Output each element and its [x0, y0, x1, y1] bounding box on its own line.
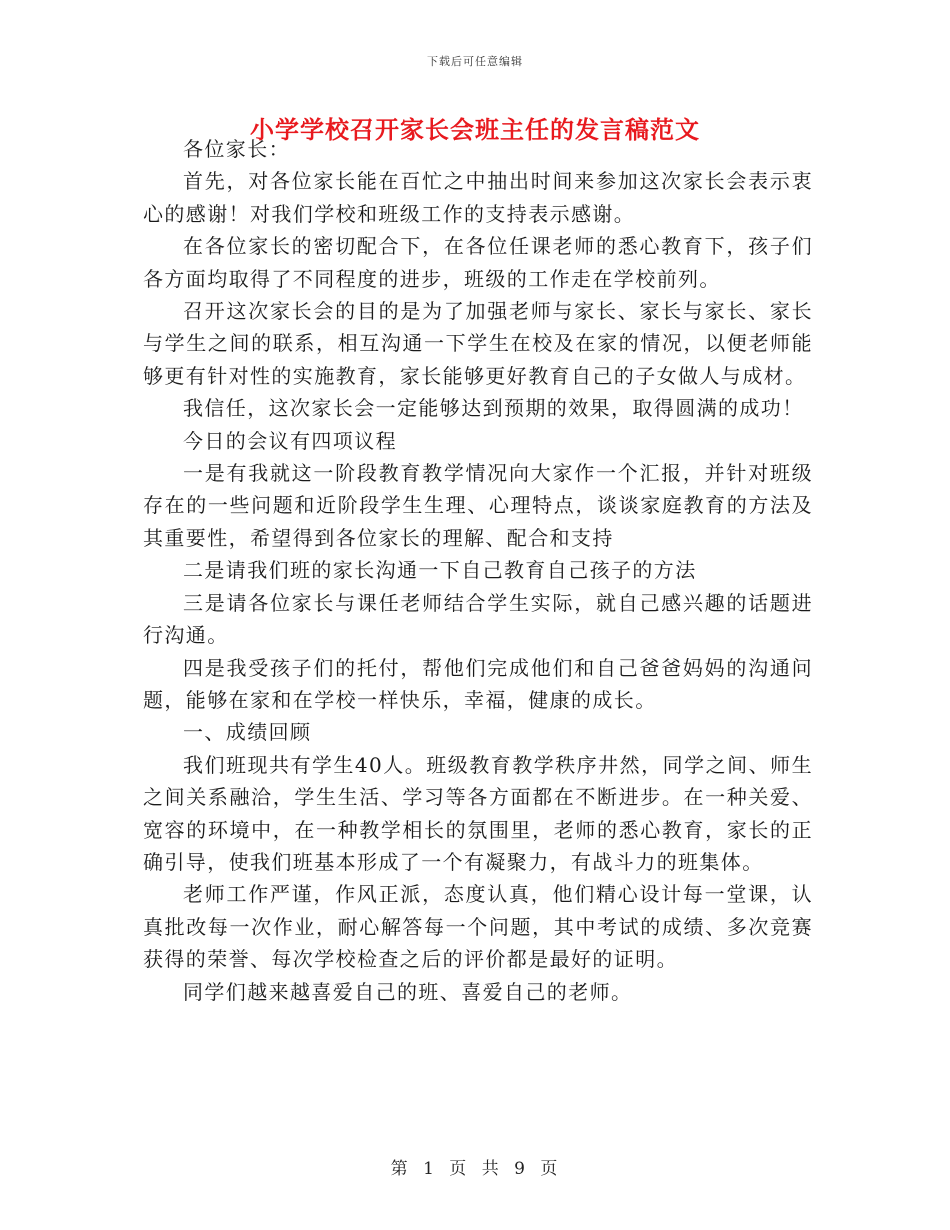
agenda-item: 一是有我就这一阶段教育教学情况向大家作一个汇报，并针对班级存在的一些问题和近阶段学生生理、心理特点，谈谈家庭教育的方法及其重要性，希望得到各位家长的理解、配合和支持 [143, 461, 813, 550]
agenda-item: 四是我受孩子们的托付，帮他们完成他们和自己爸爸妈妈的沟通问题，能够在家和在学校一样快乐，幸福，健康的成长。 [143, 655, 813, 712]
paragraph: 老师工作严谨，作风正派，态度认真，他们精心设计每一堂课，认真批改每一次作业，耐心解答每一个问题，其中考试的成绩、多次竞赛获得的荣誉、每次学校检查之后的评价都是最好的证明。 [143, 882, 813, 972]
paragraph: 我信任，这次家长会一定能够达到预期的效果，取得圆满的成功！ [183, 396, 804, 421]
paragraph: 我们班现共有学生40人。班级教育教学秩序井然，同学之间、师生之间关系融洽，学生生活、学习等各方面都在不断进步。在一种关爱、宽容的环境中，在一种教学相长的氛围里，老师的悉心教育，家长的正确引导，使我们班基本形成了一个有凝聚力，有战斗力的班集体。 [143, 752, 813, 874]
agenda-item: 二是请我们班的家长沟通一下自己教育自己孩子的方法 [183, 558, 697, 583]
section-heading: 一、成绩回顾 [183, 720, 312, 745]
paragraph: 召开这次家长会的目的是为了加强老师与家长、家长与家长、家长与学生之间的联系，相互沟通一下学生在校及在家的情况，以便老师能够更有针对性的实施教育，家长能够更好教育自己的子女做人与成材。 [143, 299, 813, 388]
page-number: 第 1 页 共 9 页 [390, 1159, 560, 1179]
header-note: 下载后可任意编辑 [427, 55, 523, 68]
paragraph-greeting: 各位家长： [183, 137, 290, 161]
paragraph: 首先，对各位家长能在百忙之中抽出时间来参加这次家长会表示衷心的感谢！对我们学校和班级工作的支持表示感谢。 [143, 169, 813, 226]
agenda-item: 三是请各位家长与课任老师结合学生实际，就自己感兴趣的话题进行沟通。 [143, 590, 813, 648]
document-title: 小学学校召开家长会班主任的发言稿范文 [250, 115, 700, 144]
paragraph: 在各位家长的密切配合下，在各位任课老师的悉心教育下，孩子们各方面均取得了不同程度的进步，班级的工作走在学校前列。 [143, 234, 813, 291]
paragraph-agenda-heading: 今日的会议有四项议程 [183, 428, 397, 453]
paragraph: 同学们越来越喜爱自己的班、喜爱自己的老师。 [183, 979, 633, 1004]
document-body [143, 133, 813, 1008]
